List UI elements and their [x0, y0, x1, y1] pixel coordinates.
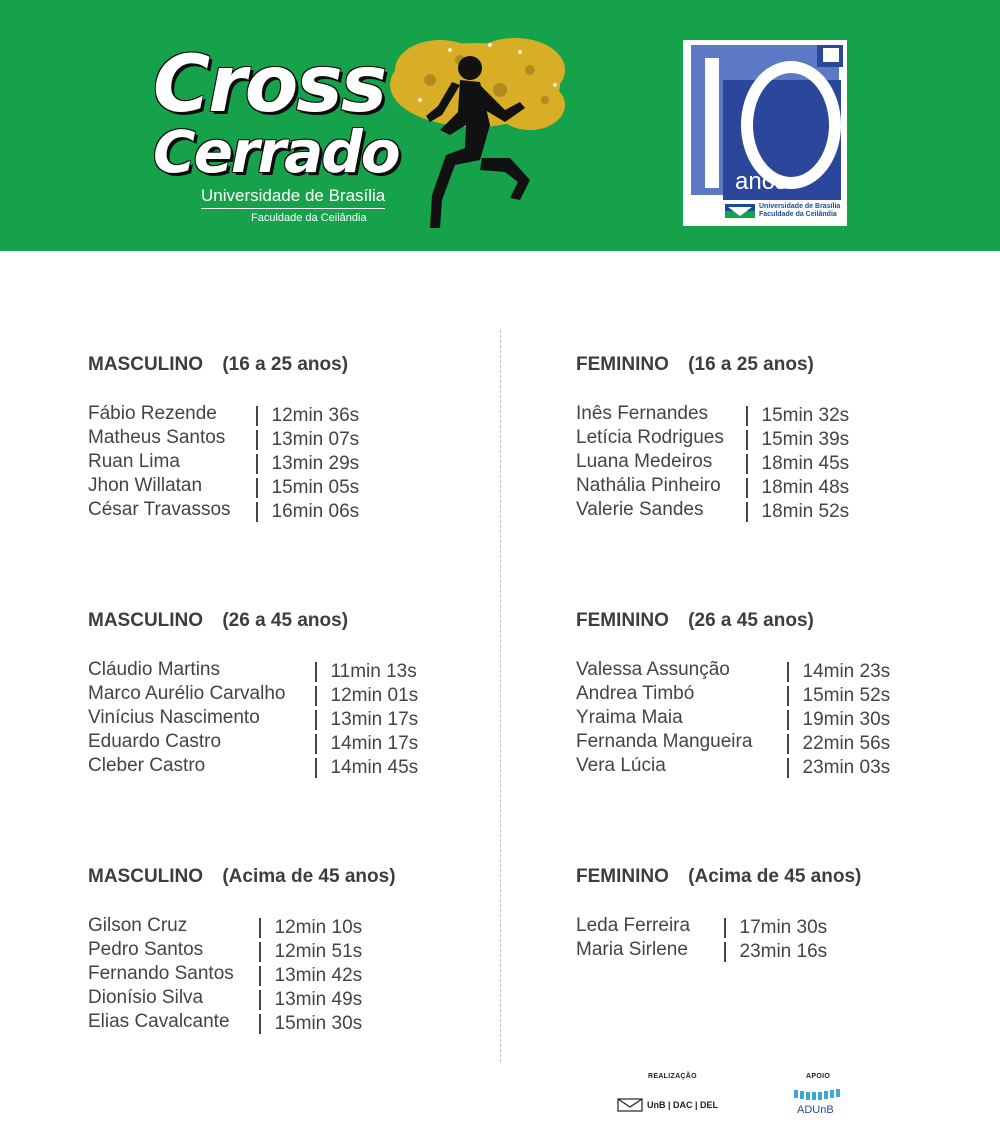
athlete-time: 15min 39s: [761, 429, 850, 450]
separator: [787, 662, 789, 682]
result-row: [88, 706, 418, 730]
separator: [787, 758, 789, 778]
separator: [256, 454, 258, 474]
separator: [746, 502, 748, 522]
runner-tree-icon: [380, 30, 570, 235]
athlete-name: Elias Cavalcante: [88, 1011, 230, 1032]
result-row: [88, 658, 418, 682]
separator: [259, 918, 261, 938]
athlete-time: 15min 05s: [271, 477, 360, 498]
result-row: [88, 754, 418, 778]
separator: [724, 942, 726, 962]
result-row: [576, 450, 849, 474]
cross-cerrado-logo: [145, 30, 565, 235]
result-row: [88, 730, 418, 754]
result-row: [576, 914, 861, 938]
athlete-time: 13min 42s: [274, 965, 363, 986]
athlete-time: 22min 56s: [802, 733, 891, 754]
section-category: MASCULINO: [88, 866, 204, 887]
separator: [315, 734, 317, 754]
separator: [256, 478, 258, 498]
athlete-name: Cleber Castro: [88, 755, 206, 776]
section-feminino-26-45: [576, 610, 890, 778]
results-list: [576, 402, 849, 522]
separator: [315, 662, 317, 682]
section-age-range: (16 a 25 anos): [222, 354, 349, 375]
athlete-name: Gilson Cruz: [88, 915, 188, 936]
athlete-time: 19min 30s: [802, 709, 891, 730]
separator: [746, 406, 748, 426]
result-row: [88, 450, 359, 474]
separator: [746, 454, 748, 474]
separator: [787, 686, 789, 706]
section-feminino-acima-45: [576, 866, 861, 962]
ten-years-icon: [683, 40, 847, 226]
athlete-name: Eduardo Castro: [88, 731, 222, 752]
athlete-time: 15min 32s: [761, 405, 850, 426]
badge-sub-university: Universidade de Brasília: [759, 203, 841, 210]
result-row: [576, 474, 849, 498]
separator: [787, 710, 789, 730]
section-category: FEMININO: [576, 354, 669, 375]
section-title: [576, 610, 890, 634]
result-row: [88, 914, 396, 938]
result-row: [88, 426, 359, 450]
result-row: [88, 938, 396, 962]
result-row: [88, 474, 359, 498]
section-category: FEMININO: [576, 610, 669, 631]
results-list: [576, 914, 861, 962]
athlete-name: Valessa Assunção: [576, 659, 730, 680]
result-row: [576, 426, 849, 450]
athlete-name: Marco Aurélio Carvalho: [88, 683, 286, 704]
separator: [787, 734, 789, 754]
result-row: [576, 938, 861, 962]
athlete-name: Leda Ferreira: [576, 915, 691, 936]
athlete-time: 18min 48s: [761, 477, 850, 498]
athlete-time: 11min 13s: [330, 661, 417, 682]
athlete-name: Maria Sirlene: [576, 939, 688, 960]
athlete-name: Dionísio Silva: [88, 987, 204, 1008]
results-list: [88, 914, 396, 1034]
result-row: [576, 402, 849, 426]
section-feminino-16-25: [576, 354, 849, 522]
athlete-name: Letícia Rodrigues: [576, 427, 724, 448]
section-masculino-26-45: [88, 610, 418, 778]
result-row: [88, 682, 418, 706]
separator: [315, 758, 317, 778]
athlete-time: 16min 06s: [271, 501, 360, 522]
separator: [315, 686, 317, 706]
athlete-time: 15min 52s: [802, 685, 891, 706]
separator: [724, 918, 726, 938]
athlete-time: 12min 10s: [274, 917, 363, 938]
result-row: [576, 498, 849, 522]
athlete-time: 13min 29s: [271, 453, 360, 474]
result-row: [576, 706, 890, 730]
apoio-label: APOIO: [806, 1073, 831, 1080]
result-row: [88, 498, 359, 522]
section-category: FEMININO: [576, 866, 669, 887]
realizacao-label: REALIZAÇÃO: [648, 1073, 697, 1080]
athlete-time: 13min 17s: [330, 709, 419, 730]
separator: [256, 502, 258, 522]
athlete-name: Fernando Santos: [88, 963, 234, 984]
ten-years-badge: [683, 40, 847, 226]
section-age-range: (16 a 25 anos): [688, 354, 814, 375]
badge-subtitle: [759, 203, 840, 219]
separator: [256, 430, 258, 450]
athlete-name: Jhon Willatan: [88, 475, 203, 496]
athlete-name: Ruan Lima: [88, 451, 180, 472]
column-divider: [500, 330, 501, 1062]
separator: [746, 430, 748, 450]
athlete-time: 13min 49s: [274, 989, 363, 1010]
logo-word-cerrado: Cerrado: [153, 118, 399, 186]
result-row: [88, 962, 396, 986]
section-age-range: (Acima de 45 anos): [688, 866, 862, 887]
athlete-time: 17min 30s: [739, 917, 828, 938]
section-title: [88, 354, 359, 378]
results-list: [88, 658, 418, 778]
athlete-time: 12min 51s: [274, 941, 363, 962]
section-category: MASCULINO: [88, 610, 204, 631]
athlete-time: 18min 45s: [761, 453, 850, 474]
athlete-name: Vinícius Nascimento: [88, 707, 260, 728]
athlete-name: Pedro Santos: [88, 939, 204, 960]
separator: [746, 478, 748, 498]
logo-word-cross: Cross: [153, 40, 386, 130]
section-masculino-acima-45: [88, 866, 396, 1034]
section-title: [576, 866, 861, 890]
athlete-time: 23min 03s: [802, 757, 891, 778]
section-masculino-16-25: [88, 354, 359, 522]
athlete-time: 14min 45s: [330, 757, 419, 778]
athlete-time: 14min 23s: [802, 661, 891, 682]
apoio-text: ADUnB: [797, 1104, 834, 1116]
athlete-time: 23min 16s: [739, 941, 828, 962]
result-row: [576, 658, 890, 682]
unb-flag-icon: [725, 204, 755, 218]
header-banner: [0, 0, 1000, 251]
athlete-name: Fábio Rezende: [88, 403, 217, 424]
athlete-time: 18min 52s: [761, 501, 850, 522]
section-age-range: (26 a 45 anos): [688, 610, 814, 631]
section-title: [88, 866, 396, 890]
result-row: [576, 730, 890, 754]
logo-faculty: Faculdade da Ceilândia: [251, 212, 367, 224]
athlete-name: Vera Lúcia: [576, 755, 666, 776]
results-list: [576, 658, 890, 778]
separator: [256, 406, 258, 426]
adunb-wave-icon: [792, 1088, 842, 1102]
athlete-name: Matheus Santos: [88, 427, 226, 448]
athlete-time: 12min 01s: [330, 685, 419, 706]
athlete-time: 14min 17s: [330, 733, 419, 754]
logo-university: Universidade de Brasília: [201, 186, 385, 209]
unb-envelope-icon: [617, 1098, 643, 1112]
badge-sub-faculty: Faculdade da Ceilândia: [759, 211, 837, 218]
athlete-name: Fernanda Mangueira: [576, 731, 753, 752]
athlete-name: Cláudio Martins: [88, 659, 220, 680]
result-row: [88, 986, 396, 1010]
athlete-name: Luana Medeiros: [576, 451, 713, 472]
athlete-time: 13min 07s: [271, 429, 360, 450]
realizacao-text: UnB | DAC | DEL: [647, 1100, 719, 1110]
athlete-name: Yraima Maia: [576, 707, 683, 728]
athlete-time: 15min 30s: [274, 1013, 363, 1034]
athlete-name: Inês Fernandes: [576, 403, 709, 424]
result-row: [576, 754, 890, 778]
results-list: [88, 402, 359, 522]
result-row: [88, 1010, 396, 1034]
separator: [259, 966, 261, 986]
athlete-name: Nathália Pinheiro: [576, 475, 721, 496]
section-title: [576, 354, 849, 378]
result-row: [576, 682, 890, 706]
athlete-name: Valerie Sandes: [576, 499, 704, 520]
separator: [315, 710, 317, 730]
athlete-name: César Travassos: [88, 499, 231, 520]
separator: [259, 942, 261, 962]
athlete-time: 12min 36s: [271, 405, 360, 426]
section-title: [88, 610, 418, 634]
athlete-name: Andrea Timbó: [576, 683, 695, 704]
separator: [259, 1014, 261, 1034]
section-category: MASCULINO: [88, 354, 204, 375]
realizacao-logos: [617, 1098, 718, 1112]
section-age-range: (26 a 45 anos): [222, 610, 349, 631]
separator: [259, 990, 261, 1010]
section-age-range: (Acima de 45 anos): [222, 866, 396, 887]
result-row: [88, 402, 359, 426]
badge-anos-label: anos: [735, 168, 788, 195]
